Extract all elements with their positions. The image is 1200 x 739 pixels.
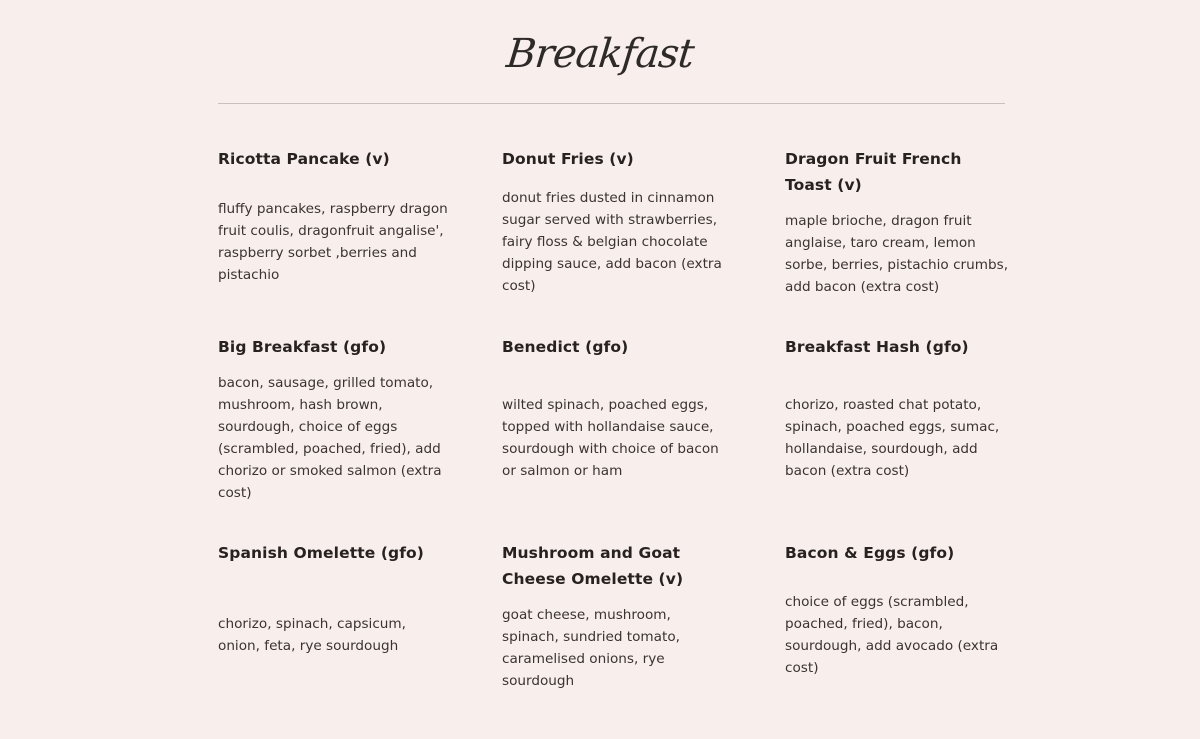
menu-item-description: wilted spinach, poached eggs, topped with hollandaise sauce, sourdough with choice of bacon or salmon or ham bbox=[502, 397, 719, 479]
menu-item-name: Mushroom and Goat Cheese Omelette (v) bbox=[502, 544, 684, 588]
menu-item-big-breakfast bbox=[218, 334, 448, 501]
menu-item-benedict bbox=[502, 334, 732, 479]
menu-item-name: Breakfast Hash (gfo) bbox=[785, 338, 969, 356]
menu-item-mushroom-goat-cheese-omelette bbox=[502, 540, 702, 689]
menu-item-spanish-omelette bbox=[218, 540, 448, 654]
title-divider bbox=[218, 103, 1005, 104]
menu-item-description: fluffy pancakes, raspberry dragon fruit coulis, dragonfruit angalise', raspberry sorbet ,berries and pistachio bbox=[218, 201, 448, 283]
menu-item-name: Donut Fries (v) bbox=[502, 150, 634, 168]
section-title: Breakfast bbox=[504, 31, 696, 77]
menu-item-description: chorizo, spinach, capsicum, onion, feta, rye sourdough bbox=[218, 616, 406, 654]
menu-item-ricotta-pancake bbox=[218, 146, 448, 283]
menu-item-description: goat cheese, mushroom, spinach, sundried tomato, caramelised onions, rye sourdough bbox=[502, 607, 680, 689]
menu-item-donut-fries bbox=[502, 146, 732, 294]
menu-item-bacon-eggs bbox=[785, 540, 1015, 676]
menu-item-dragon-fruit-french-toast bbox=[785, 146, 1010, 295]
menu-item-name: Big Breakfast (gfo) bbox=[218, 338, 387, 356]
menu-item-description: choice of eggs (scrambled, poached, fried), bacon, sourdough, add avocado (extra cost) bbox=[785, 594, 999, 676]
menu-item-description: donut fries dusted in cinnamon sugar served with strawberries, fairy floss & belgian chocolate dipping sauce, add bacon (extra cost) bbox=[502, 190, 722, 294]
menu-item-description: maple brioche, dragon fruit anglaise, taro cream, lemon sorbe, berries, pistachio crumbs, add bacon (extra cost) bbox=[785, 213, 1009, 295]
menu-item-name: Benedict (gfo) bbox=[502, 338, 629, 356]
menu-item-name: Spanish Omelette (gfo) bbox=[218, 544, 424, 562]
menu-item-description: chorizo, roasted chat potato, spinach, poached eggs, sumac, hollandaise, sourdough, add bacon (extra cost) bbox=[785, 397, 1000, 479]
menu-item-name: Bacon & Eggs (gfo) bbox=[785, 544, 955, 562]
menu-item-breakfast-hash bbox=[785, 334, 1015, 479]
menu-item-name: Ricotta Pancake (v) bbox=[218, 150, 390, 168]
menu-item-description: bacon, sausage, grilled tomato, mushroom, hash brown, sourdough, choice of eggs (scrambled, poached, fried), add chorizo or smoked salmon (extra cost) bbox=[218, 375, 442, 501]
menu-item-name: Dragon Fruit French Toast (v) bbox=[785, 150, 962, 194]
